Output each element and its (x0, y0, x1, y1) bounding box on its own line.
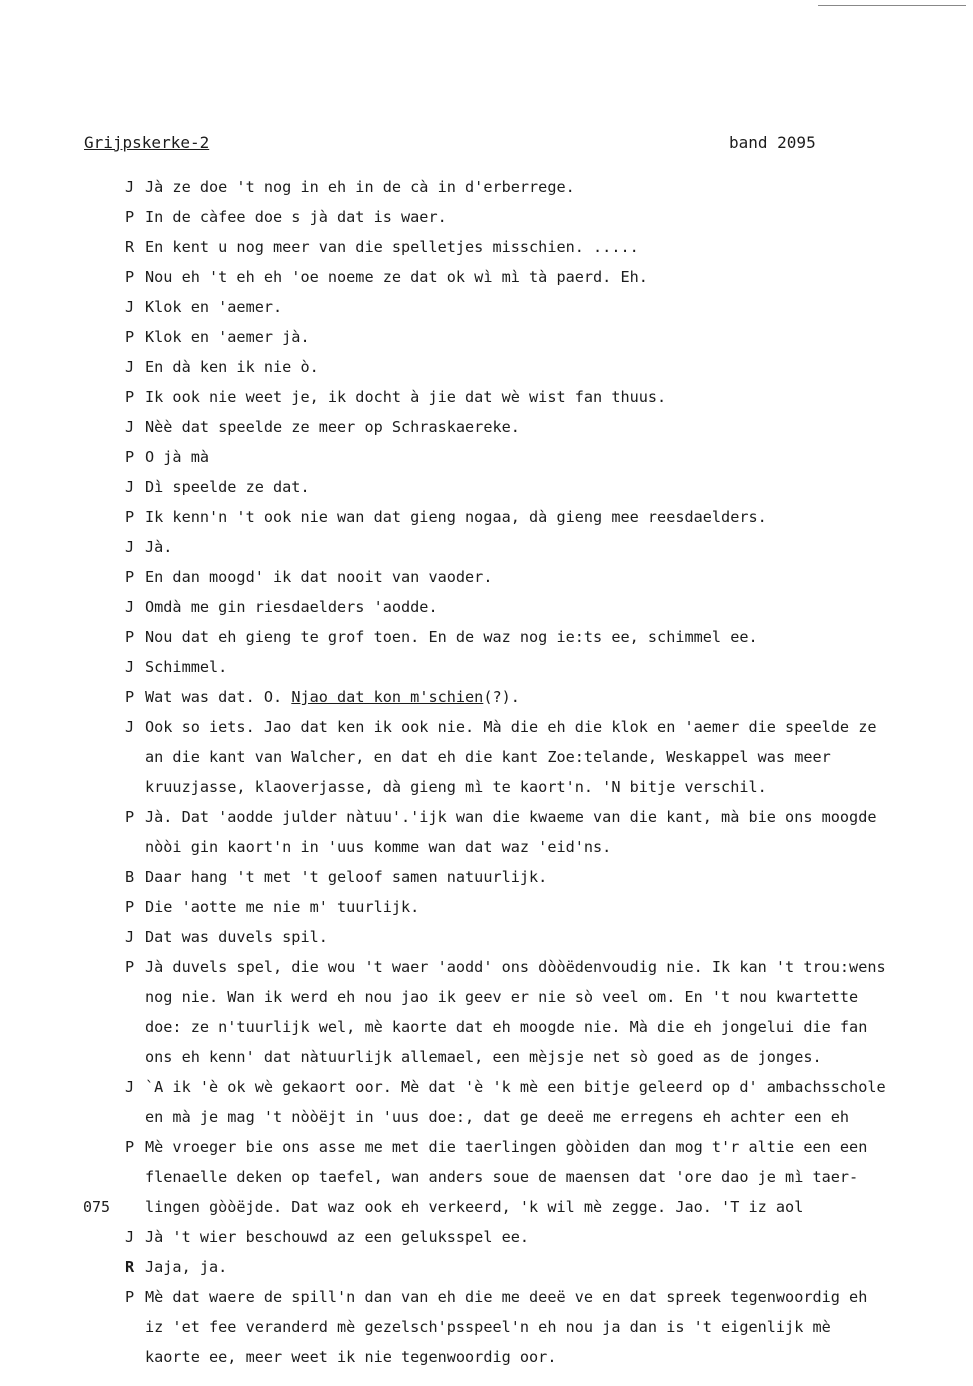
utterance-line: Jà duvels spel, die wou 't waer 'aodd' ons dòòëdenvoudig nie. Ik kan 't trou:wens (145, 958, 886, 976)
speaker-label: P (125, 568, 135, 586)
dialogue-turn (0, 1252, 973, 1282)
speaker-label: P (125, 808, 135, 826)
dialogue-turn (0, 442, 973, 472)
utterance-line: `A ik 'è ok wè gekaort oor. Mè dat 'è 'k mè een bitje geleerd op d' ambachsschole (145, 1078, 886, 1096)
underlined-uncertain-segment: Njao dat kon m'schien (291, 688, 484, 706)
speaker-label: P (125, 268, 135, 286)
utterance-line: nòòi gin kaort'n in 'uus komme wan dat waz 'eid'ns. (145, 838, 612, 856)
dialogue-turn (0, 922, 973, 952)
utterance-line: Ik ook nie weet je, ik docht à jie dat wè wist fan thuus. (145, 388, 667, 406)
utterance-line: Omdà me gin riesdaelders 'aodde. (145, 598, 438, 616)
top-rule (818, 5, 966, 6)
utterance-line: Jà. (145, 538, 173, 556)
speaker-label: P (125, 388, 135, 406)
margin-counter: 075 (83, 1198, 111, 1216)
dialogue-turn (0, 652, 973, 682)
utterance-line: Jà. Dat 'aodde julder nàtuu'.'ijk wan die kwaeme van die kant, mà bie ons moogde (145, 808, 877, 826)
utterance-segment: (?). (483, 688, 520, 706)
speaker-label: J (125, 178, 135, 196)
speaker-label: J (125, 598, 135, 616)
speaker-label: R (125, 1258, 135, 1276)
speaker-label: J (125, 478, 135, 496)
dialogue-turn (0, 952, 973, 1072)
utterance-line: Jà 't wier beschouwd az een geluksspel ee. (145, 1228, 530, 1246)
speaker-label: J (125, 718, 135, 736)
dialogue-turn (0, 172, 973, 202)
utterance-line: Mè dat waere de spill'n dan van eh die me deeë ve en dat spreek tegenwoordig eh (145, 1288, 868, 1306)
utterance-line: Schimmel. (145, 658, 228, 676)
utterance-line: kruuzjasse, klaoverjasse, dà gieng mì te kaort'n. 'N bitje verschil. (145, 778, 767, 796)
page-header (84, 133, 973, 157)
speaker-label: J (125, 1228, 135, 1246)
speaker-label: P (125, 1138, 135, 1156)
dialogue-turn (0, 232, 973, 262)
dialogue-turn (0, 322, 973, 352)
dialogue-turn (0, 1072, 973, 1132)
dialogue-turn (0, 712, 973, 802)
speaker-label: P (125, 1288, 135, 1306)
dialogue-turn (0, 292, 973, 322)
utterance-line: en mà je mag 't nòòëjt in 'uus doe:, dat ge deeë me erregens eh achter een eh (145, 1108, 850, 1126)
utterance-line: En kent u nog meer van die spelletjes misschien. ..... (145, 238, 639, 256)
dialogue-turn (0, 562, 973, 592)
dialogue-turn (0, 592, 973, 622)
speaker-label: J (125, 1078, 135, 1096)
utterance-line: En dà ken ik nie ò. (145, 358, 319, 376)
utterance-line: doe: ze n'tuurlijk wel, mè kaorte dat eh moogde nie. Mà die eh jongelui die fan (145, 1018, 868, 1036)
speaker-label: J (125, 358, 135, 376)
speaker-label: J (125, 298, 135, 316)
dialogue-turn (0, 1132, 973, 1222)
dialogue-turn (0, 1222, 973, 1252)
utterance-line: Jaja, ja. (145, 1258, 228, 1276)
speaker-label: P (125, 508, 135, 526)
transcript (0, 172, 973, 1372)
utterance-line: Nèè dat speelde ze meer op Schraskaereke. (145, 418, 520, 436)
speaker-label: R (125, 238, 135, 256)
dialogue-turn (0, 862, 973, 892)
utterance-line: Mè vroeger bie ons asse me met die taerlingen gòòiden dan mog t'r altie een een (145, 1138, 868, 1156)
utterance-line: lingen gòòëjde. Dat waz ook eh verkeerd, 'k wil mè zegge. Jao. 'T iz aol (145, 1198, 804, 1216)
utterance-line: an die kant van Walcher, en dat eh die kant Zoe:telande, Weskappel was meer (145, 748, 831, 766)
utterance-line: Klok en 'aemer jà. (145, 328, 310, 346)
speaker-label: J (125, 418, 135, 436)
utterance-line: Ik kenn'n 't ook nie wan dat gieng nogaa, dà gieng mee reesdaelders. (145, 508, 767, 526)
dialogue-turn (0, 262, 973, 292)
dialogue-turn (0, 382, 973, 412)
dialogue-turn (0, 802, 973, 862)
dialogue-turn (0, 202, 973, 232)
utterance-line: flenaelle deken op taefel, wan anders soue de maensen dat 'ore dao je mì taer- (145, 1168, 859, 1186)
dialogue-turn (0, 1282, 973, 1372)
tape-number: band 2095 (729, 133, 816, 152)
speaker-label: J (125, 658, 135, 676)
utterance-line (145, 682, 973, 712)
speaker-label: P (125, 628, 135, 646)
utterance-line: O jà mà (145, 448, 210, 466)
utterance-line: Nou dat eh gieng te grof toen. En de waz nog ie:ts ee, schimmel ee. (145, 628, 758, 646)
utterance-segment: Wat was dat. O. (145, 688, 292, 706)
utterance-line: En dan moogd' ik dat nooit van vaoder. (145, 568, 493, 586)
speaker-label: P (125, 328, 135, 346)
speaker-label: P (125, 898, 135, 916)
speaker-label: J (125, 538, 135, 556)
utterance-line: Jà ze doe 't nog in eh in de cà in d'erberrege. (145, 178, 575, 196)
dialogue-turn (0, 532, 973, 562)
dialogue-turn (0, 352, 973, 382)
utterance-line: Die 'aotte me nie m' tuurlijk. (145, 898, 420, 916)
dialogue-turn (0, 412, 973, 442)
dialogue-turn (0, 622, 973, 652)
speaker-label: P (125, 958, 135, 976)
utterance-line: In de càfee doe s jà dat is waer. (145, 208, 447, 226)
utterance-line: Daar hang 't met 't geloof samen natuurlijk. (145, 868, 548, 886)
dialogue-turn (0, 682, 973, 712)
speaker-label: P (125, 208, 135, 226)
utterance-line: Dat was duvels spil. (145, 928, 328, 946)
speaker-label: J (125, 928, 135, 946)
utterance-line: ons eh kenn' dat nàtuurlijk allemael, een mèjsje net sò goed as de jonges. (145, 1048, 822, 1066)
dialogue-turn (0, 472, 973, 502)
speaker-label: P (125, 448, 135, 466)
utterance-line: iz 'et fee veranderd mè gezelsch'psspeel'n eh nou ja dan is 't eigenlijk mè (145, 1318, 831, 1336)
utterance-line: Klok en 'aemer. (145, 298, 283, 316)
utterance-line: Dì speelde ze dat. (145, 478, 310, 496)
speaker-label: P (125, 688, 135, 706)
dialogue-turn (0, 502, 973, 532)
utterance-line: Nou eh 't eh eh 'oe noeme ze dat ok wì mì tà paerd. Eh. (145, 268, 648, 286)
document-title: Grijpskerke-2 (84, 133, 210, 152)
utterance-line: kaorte ee, meer weet ik nie tegenwoordig oor. (145, 1348, 557, 1366)
utterance-line: Ook so iets. Jao dat ken ik ook nie. Mà die eh die klok en 'aemer die speelde ze (145, 718, 877, 736)
speaker-label: B (125, 868, 135, 886)
dialogue-turn (0, 892, 973, 922)
utterance-line: nog nie. Wan ik werd eh nou jao ik geev er nie sò veel om. En 't nou kwartette (145, 988, 859, 1006)
